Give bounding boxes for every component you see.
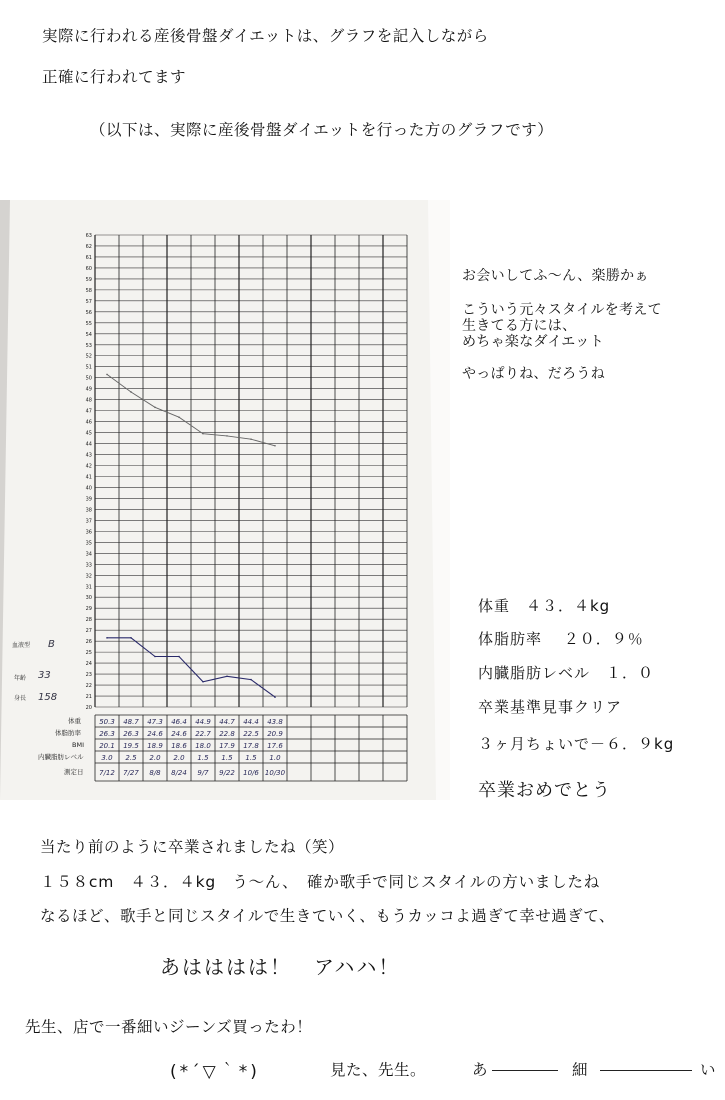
stat-body-fat: 体脂肪率 ２０．９％	[478, 630, 644, 648]
table-cell-date: 10/6	[243, 769, 259, 777]
y-tick-label: 22	[85, 683, 92, 690]
table-cell-weight: 47.3	[147, 718, 163, 726]
table-cell-bmi: 17.8	[243, 742, 259, 750]
y-tick-label: 42	[85, 463, 92, 470]
y-tick-label: 47	[85, 408, 92, 415]
series-2-point	[202, 681, 204, 683]
table-cell-bmi: 18.6	[171, 742, 187, 750]
table-cell-visceral: 1.0	[269, 754, 281, 762]
y-tick-label: 40	[85, 485, 92, 492]
table-cell-date: 9/22	[219, 769, 235, 777]
series-2-point	[106, 637, 108, 639]
y-tick-label: 26	[85, 639, 92, 646]
y-tick-label: 58	[85, 287, 92, 294]
y-tick-label: 27	[85, 628, 92, 635]
y-tick-label: 37	[85, 518, 92, 525]
table-cell-body_fat: 26.3	[99, 730, 115, 738]
series-2-point	[130, 637, 132, 639]
blood-type-value: B	[48, 639, 55, 650]
comment-line-5: やっぱりね、だろうね	[462, 366, 605, 382]
story-line-1: 当たり前のように卒業されましたね（笑）	[40, 838, 345, 856]
table-cell-weight: 43.8	[267, 718, 283, 726]
y-tick-label: 49	[85, 386, 92, 393]
y-tick-label: 36	[85, 529, 92, 536]
intro-line-1: 実際に行われる産後骨盤ダイエットは、グラフを記入しながら	[42, 27, 489, 45]
row-label-visceral: 内臓脂肪レベル	[38, 753, 84, 761]
stat-visceral: 内臓脂肪レベル １．０	[478, 664, 655, 682]
stat-change: ３ヶ月ちょいで－６．９kg	[478, 735, 675, 753]
y-tick-label: 39	[85, 496, 92, 503]
y-tick-label: 62	[85, 243, 92, 250]
y-tick-label: 46	[85, 419, 92, 426]
table-cell-date: 7/12	[99, 769, 115, 777]
table-cell-weight: 48.7	[123, 718, 139, 726]
table-cell-date: 8/24	[171, 769, 187, 777]
table-cell-date: 10/30	[264, 769, 286, 777]
table-cell-weight: 50.3	[99, 718, 115, 726]
series-1-point	[250, 438, 252, 440]
table-cell-body_fat: 24.6	[147, 730, 163, 738]
table-cell-visceral: 3.0	[101, 754, 113, 762]
y-tick-label: 33	[85, 562, 92, 569]
series-2-point	[250, 679, 252, 681]
series-1-point	[202, 433, 204, 435]
table-cell-body_fat: 22.5	[243, 730, 259, 738]
table-cell-date: 8/8	[149, 769, 161, 777]
y-tick-label: 30	[85, 595, 92, 602]
table-cell-body_fat: 24.6	[171, 730, 187, 738]
hoso-i: い	[700, 1061, 717, 1079]
table-cell-body_fat: 22.7	[195, 730, 211, 738]
jeans-line: 先生、店で一番細いジーンズ買ったわ！	[25, 1018, 313, 1036]
dash-2	[600, 1070, 692, 1071]
series-2-point	[274, 696, 276, 698]
series-1-point	[178, 416, 180, 418]
face-emoticon: (*´▽｀*)	[170, 1062, 260, 1082]
table-cell-visceral: 1.5	[245, 754, 257, 762]
y-tick-label: 48	[85, 397, 92, 404]
y-tick-label: 63	[85, 233, 92, 239]
table-cell-body_fat: 20.9	[267, 730, 283, 738]
y-tick-label: 32	[85, 573, 92, 580]
table-cell-weight: 44.7	[219, 718, 235, 726]
y-tick-label: 24	[85, 661, 92, 668]
y-tick-label: 28	[85, 617, 92, 624]
height-label: 身長	[14, 695, 27, 702]
comment-line-3: 生きてる方には、	[462, 318, 577, 334]
comment-line-2: こういう元々スタイルを考えて	[462, 302, 662, 318]
y-tick-label: 56	[85, 309, 92, 316]
y-tick-label: 29	[85, 606, 92, 613]
y-tick-label: 53	[85, 342, 92, 349]
series-1-point	[274, 445, 276, 447]
chart-photo	[0, 200, 450, 800]
series-1-point	[226, 435, 228, 437]
table-cell-bmi: 18.9	[147, 742, 163, 750]
hoso-kanji: 細	[572, 1061, 589, 1079]
comment-line-4: めちゃ楽なダイエット	[462, 334, 604, 350]
table-cell-visceral: 1.5	[221, 754, 233, 762]
height-value: 158	[38, 692, 58, 703]
table-cell-visceral: 1.5	[197, 754, 209, 762]
y-tick-label: 38	[85, 507, 92, 514]
dash-1	[492, 1070, 558, 1071]
y-tick-label: 20	[85, 705, 92, 711]
y-tick-label: 60	[85, 265, 92, 272]
y-tick-label: 54	[85, 331, 92, 338]
saw-text: 見た、先生。	[330, 1061, 427, 1079]
stat-graduation: 卒業基準見事クリア	[478, 698, 623, 716]
age-value: 33	[38, 670, 51, 681]
table-cell-weight: 46.4	[171, 718, 187, 726]
y-tick-label: 55	[85, 320, 92, 327]
row-label-date: 測定日	[64, 768, 84, 776]
laugh-text: あはははは！ アハハ！	[160, 955, 401, 979]
y-tick-label: 44	[85, 441, 92, 448]
y-tick-label: 21	[85, 694, 92, 701]
y-tick-label: 52	[85, 353, 92, 360]
y-tick-label: 35	[85, 540, 92, 547]
series-1-point	[154, 407, 156, 409]
story-line-2: １５８cm ４３．４kg う〜ん、 確か歌手で同じスタイルの方いましたね	[40, 873, 601, 891]
y-tick-label: 59	[85, 276, 92, 283]
table-cell-bmi: 18.0	[195, 742, 211, 750]
table-cell-date: 7/27	[123, 769, 139, 777]
table-cell-visceral: 2.0	[149, 754, 161, 762]
table-cell-date: 9/7	[197, 769, 209, 777]
table-cell-weight: 44.9	[195, 718, 211, 726]
table-cell-bmi: 17.6	[267, 742, 283, 750]
hoso-a: あ	[472, 1061, 489, 1079]
y-tick-label: 41	[85, 474, 92, 481]
series-2-point	[226, 675, 228, 677]
series-2-point	[178, 656, 180, 658]
y-tick-label: 23	[85, 672, 92, 679]
story-line-3: なるほど、歌手と同じスタイルで生きていく、もうカッコよ過ぎて幸せ過ぎて、	[40, 907, 615, 925]
y-tick-label: 61	[85, 254, 92, 261]
row-label-fat: 体脂肪率	[55, 729, 81, 737]
table-cell-bmi: 20.1	[99, 742, 115, 750]
y-tick-label: 50	[85, 375, 92, 382]
y-tick-label: 45	[85, 430, 92, 437]
table-cell-weight: 44.4	[243, 718, 259, 726]
table-cell-body_fat: 26.3	[123, 730, 139, 738]
row-label-weight: 体重	[68, 717, 81, 725]
intro-line-2: 正確に行われてます	[42, 68, 187, 86]
series-2-point	[154, 656, 156, 658]
y-tick-label: 57	[85, 298, 92, 305]
series-1-point	[106, 374, 108, 376]
blood-type-label: 血液型	[12, 642, 31, 649]
series-1-point	[130, 391, 132, 393]
table-cell-body_fat: 22.8	[219, 730, 235, 738]
table-cell-visceral: 2.5	[125, 754, 137, 762]
stat-weight: 体重 ４３．４kg	[478, 597, 611, 615]
congrats-text: 卒業おめでとう	[478, 780, 611, 801]
table-cell-bmi: 19.5	[123, 742, 139, 750]
y-tick-label: 34	[85, 551, 92, 558]
measurement-chart	[0, 200, 450, 800]
y-tick-label: 31	[85, 584, 92, 591]
y-tick-label: 25	[85, 650, 92, 657]
table-cell-bmi: 17.9	[219, 742, 235, 750]
intro-note: （以下は、実際に産後骨盤ダイエットを行った方のグラフです）	[90, 121, 554, 139]
row-label-bmi: BMI	[72, 741, 84, 749]
y-tick-label: 51	[85, 364, 92, 371]
age-label: 年齢	[14, 675, 27, 682]
y-tick-label: 43	[85, 452, 92, 459]
comment-line-1: お会いしてふ〜ん、楽勝かぁ	[462, 268, 649, 284]
table-cell-visceral: 2.0	[173, 754, 185, 762]
